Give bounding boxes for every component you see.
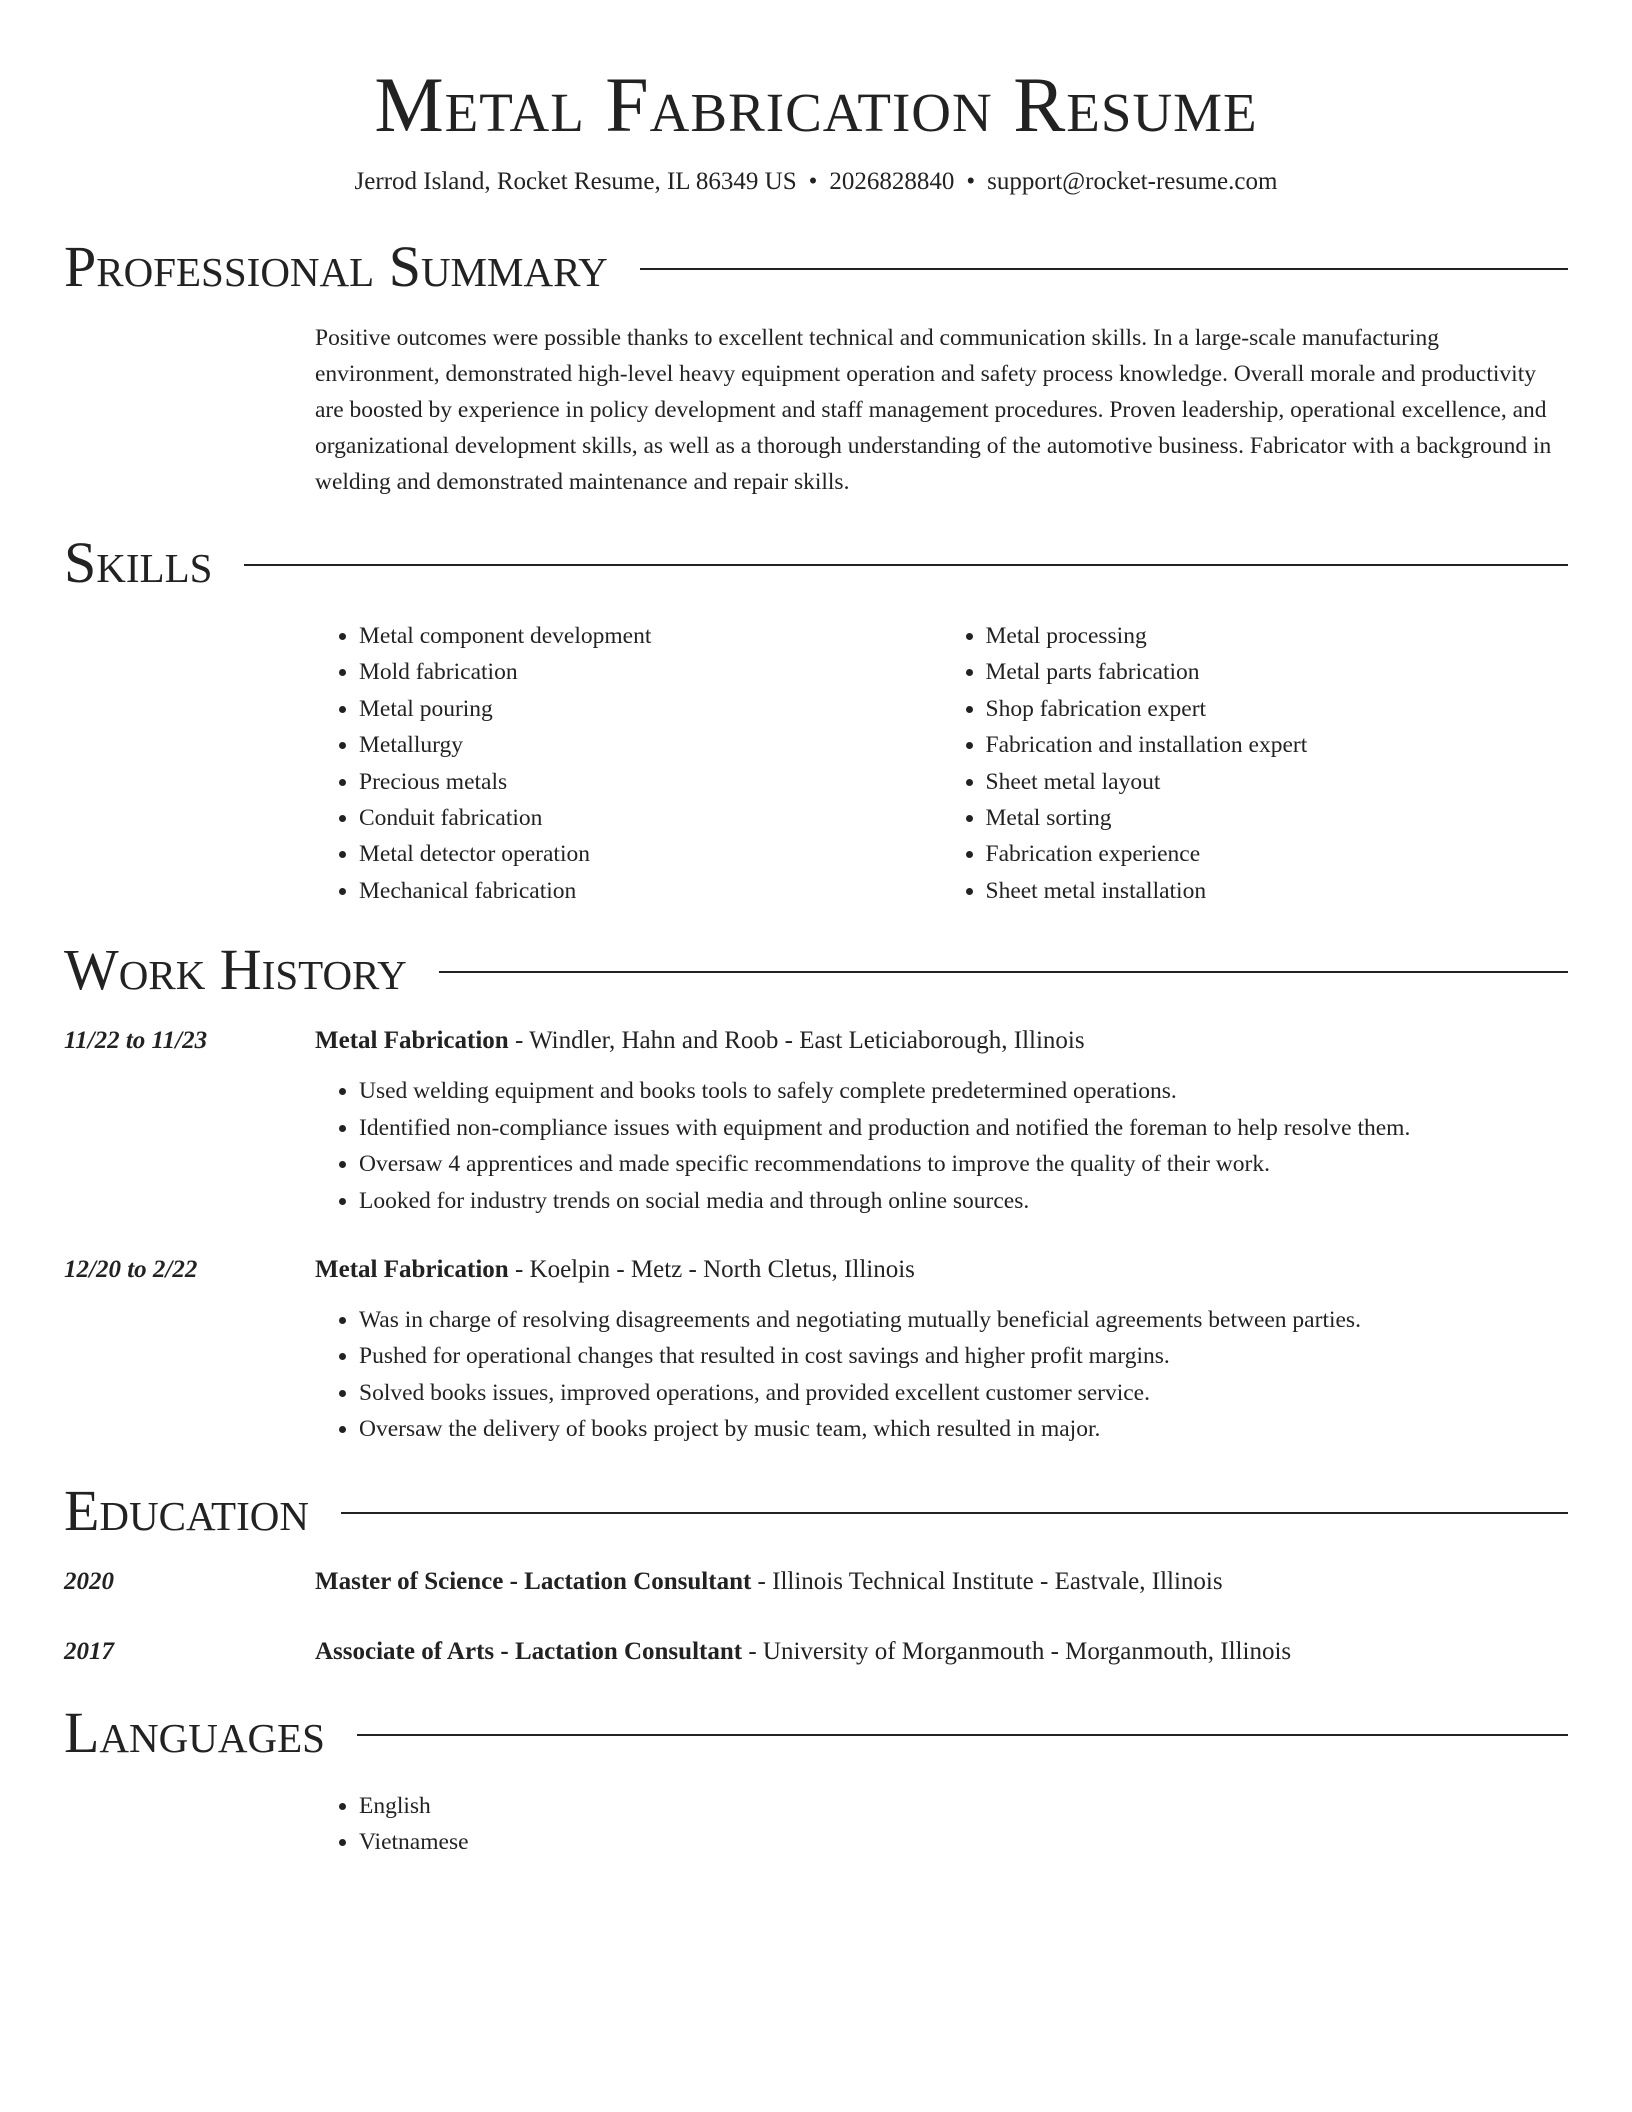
contact-email: support@rocket-resume.com — [987, 168, 1278, 195]
job-bullet: • Pushed for operational changes that resulted in cost savings and higher profit margins. — [359, 1338, 1568, 1375]
job-bullet: • Used welding equipment and books tools to safely complete predetermined operations. — [359, 1073, 1568, 1110]
job-bullet: • Solved books issues, improved operations, and provided excellent customer service. — [359, 1375, 1568, 1412]
job-bullet: • Oversaw 4 apprentices and made specific recommendations to improve the quality of their work. — [359, 1146, 1568, 1183]
contact-address: Jerrod Island, Rocket Resume, IL 86349 US — [354, 168, 797, 195]
contact-separator: • — [966, 168, 976, 195]
job-details: - Windler, Hahn and Roob - East Leticiaborough, Illinois — [508, 1027, 1085, 1055]
section-header-work — [64, 933, 1568, 1007]
skill-item: • Metal processing — [986, 618, 1569, 654]
skill-item: • Shop fabrication expert — [986, 691, 1569, 727]
education-year: 2020 — [64, 1568, 114, 1595]
job-heading — [315, 1252, 915, 1288]
skills-list — [315, 618, 1568, 909]
skill-item: • Metal pouring — [359, 691, 942, 727]
skill-item: • Conduit fabrication — [359, 800, 942, 836]
section-divider — [244, 564, 1568, 566]
skills-column-right — [942, 618, 1569, 909]
section-header-languages — [64, 1696, 1568, 1770]
job-bullet: • Looked for industry trends on social media and through online sources. — [359, 1183, 1568, 1220]
skill-item: • Sheet metal layout — [986, 764, 1569, 800]
job-entry — [64, 1252, 1568, 1288]
education-details: - Illinois Technical Institute - Eastvale, Illinois — [751, 1568, 1223, 1595]
section-title-summary: Professional Summary — [64, 234, 608, 299]
languages-list — [315, 1788, 1568, 1861]
job-title: Metal Fabrication — [315, 1027, 509, 1055]
skills-column-left — [315, 618, 942, 909]
resume-page — [64, 0, 1568, 1861]
education-heading — [315, 1634, 1291, 1670]
skill-item: • Mold fabrication — [359, 654, 942, 690]
job-dates: 11/22 to 11/23 — [64, 1027, 208, 1055]
contact-line — [64, 162, 1568, 202]
job-bullets — [315, 1073, 1568, 1219]
skill-item: • Fabrication experience — [986, 836, 1569, 872]
language-item: • English — [359, 1788, 1568, 1824]
skill-item: • Fabrication and installation expert — [986, 727, 1569, 763]
section-divider — [341, 1512, 1568, 1514]
job-details: - Koelpin - Metz - North Cletus, Illinois — [508, 1255, 915, 1283]
language-item: • Vietnamese — [359, 1824, 1568, 1860]
section-header-education — [64, 1474, 1568, 1548]
skill-item: • Metal component development — [359, 618, 942, 654]
skill-item: • Metal parts fabrication — [986, 654, 1569, 690]
education-degree: Associate of Arts - Lactation Consultant — [315, 1638, 743, 1665]
education-degree: Master of Science - Lactation Consultant — [315, 1568, 752, 1595]
job-heading — [315, 1023, 1085, 1059]
job-entry — [64, 1023, 1568, 1059]
section-title-education: Education — [64, 1478, 309, 1543]
job-dates: 12/20 to 2/22 — [64, 1255, 198, 1283]
job-bullets — [315, 1302, 1568, 1448]
job-title: Metal Fabrication — [315, 1255, 509, 1283]
skill-item: • Precious metals — [359, 764, 942, 800]
skill-item: • Metal detector operation — [359, 836, 942, 872]
education-heading — [315, 1564, 1223, 1600]
skill-item: • Metal sorting — [986, 800, 1569, 836]
section-header-skills — [64, 526, 1568, 600]
section-title-languages: Languages — [64, 1700, 325, 1765]
education-year: 2017 — [64, 1638, 114, 1665]
skill-item: • Metallurgy — [359, 727, 942, 763]
education-entry — [64, 1564, 1568, 1600]
summary-text: Positive outcomes were possible thanks to excellent technical and communication skills. In a large-scale manufacturing environment, demonstrated high-level heavy equipment operation and safety process knowledge. Overall morale and productivity are boosted by experience in policy development and staff management procedures. Proven leadership, operational excellence, and organizational development skills, as well as a thorough understanding of the automotive business. Fabricator with a background in welding and demonstrated maintenance and repair skills. — [315, 325, 1552, 495]
section-header-summary — [64, 230, 1568, 304]
resume-title: Metal Fabrication Resume — [374, 61, 1258, 148]
skill-item: • Mechanical fabrication — [359, 873, 942, 909]
contact-phone: 2026828840 — [829, 168, 955, 195]
education-entry — [64, 1634, 1568, 1670]
section-divider — [640, 268, 1568, 270]
contact-separator: • — [808, 168, 818, 195]
skill-item: • Sheet metal installation — [986, 873, 1569, 909]
job-bullet: • Identified non-compliance issues with equipment and production and notified the foreman to help resolve them. — [359, 1110, 1568, 1147]
section-divider — [357, 1734, 1568, 1736]
section-title-work: Work History — [64, 937, 407, 1003]
job-bullet: • Oversaw the delivery of books project by music team, which resulted in major. — [359, 1411, 1568, 1448]
job-bullet: • Was in charge of resolving disagreements and negotiating mutually beneficial agreements between parties. — [359, 1302, 1568, 1339]
education-details: - University of Morganmouth - Morganmouth, Illinois — [742, 1638, 1292, 1665]
section-title-skills: Skills — [64, 530, 213, 595]
section-divider — [439, 971, 1568, 973]
